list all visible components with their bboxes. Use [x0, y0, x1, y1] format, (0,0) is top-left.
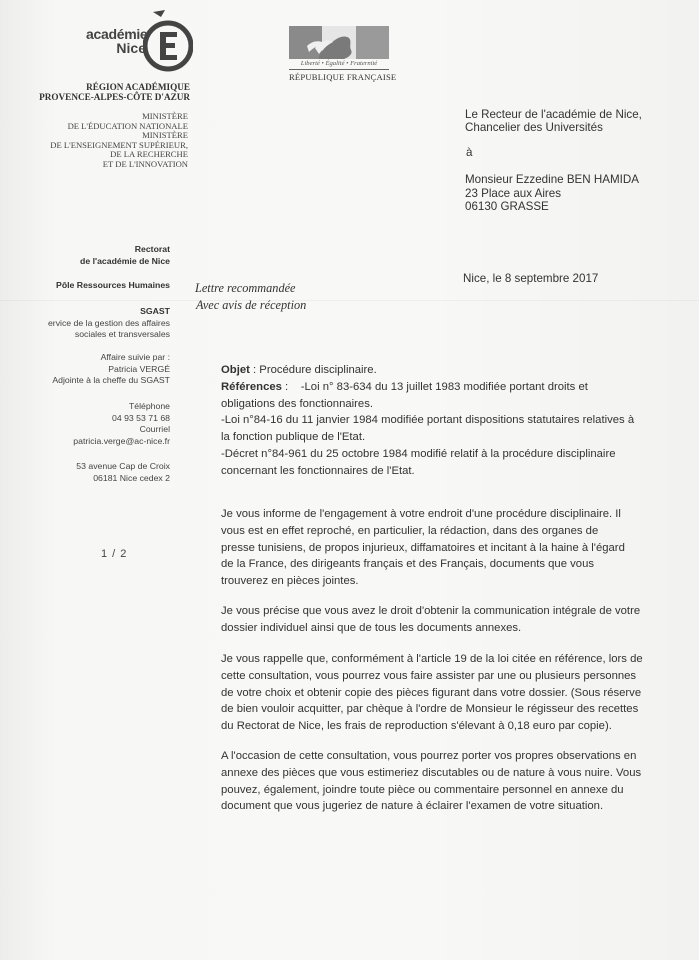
- sender-to: à: [466, 146, 473, 159]
- paragraph-line: pouvez, également, joindre toute pièce ou commentaire personnel en annexe du: [221, 783, 624, 796]
- region-line: PROVENCE-ALPES-CÔTE D'AZUR: [39, 92, 190, 102]
- telephone-value: 04 93 53 71 68: [112, 412, 170, 423]
- service-line: ervice de la gestion des affaires: [47, 317, 170, 328]
- paragraph-line: annexe des pièces que vous estimeriez discutables ou de nature à vous nuire. Vous: [221, 766, 642, 779]
- objet-text: : Procédure disciplinaire.: [249, 364, 377, 376]
- reference-line: obligations des fonctionnaires.: [221, 397, 373, 410]
- logo-city: Nice: [116, 40, 146, 56]
- paragraph-4: [221, 748, 641, 815]
- sgast-label: SGAST: [140, 306, 170, 316]
- paragraph-line: Je vous rappelle que, conformément à l'article 19 de la loi citée en référence, lors de: [221, 653, 643, 665]
- reference-line: concernant les fonctionnaires de l'Etat.: [221, 464, 415, 477]
- ministry-line: ET DE L'INNOVATION: [102, 158, 188, 169]
- email-value: patricia.verge@ac-nice.fr: [73, 435, 170, 446]
- divider: [289, 69, 389, 70]
- service-line: sociales et transversales: [74, 329, 170, 339]
- references-label: Références: [221, 380, 282, 393]
- reference-line: -Décret n°84-961 du 25 octobre 1984 modifié relatif à la procédure disciplinaire: [221, 447, 616, 460]
- phone-block: [18, 401, 170, 447]
- service-block: [18, 306, 170, 341]
- ministry-line: MINISTÈRE: [142, 111, 188, 121]
- address-line: 53 avenue Cap de Croix: [76, 461, 170, 471]
- recipient-city: 06130 GRASSE: [465, 200, 549, 213]
- lettre-line-1: Lettre recommandée: [195, 281, 296, 295]
- reference-line: -Loi n°84-16 du 11 janvier 1984 modifiée portant dispositions statutaires relatives à: [221, 414, 635, 427]
- ministry-line: DE L'ÉDUCATION NATIONALE: [67, 120, 188, 131]
- academie-label: de l'académie de Nice: [80, 255, 170, 266]
- logo-academie-word: académie: [86, 26, 148, 42]
- paragraph-line: du Rectorat de Nice, les frais de reproduction s'élevant à 0,18 euro par copie).: [221, 720, 612, 733]
- contact-block: [18, 352, 170, 387]
- pole-block: [18, 280, 170, 292]
- paragraph-line: de bien vouloir acquitter, par chèque à l'ordre de Monsieur le régisseur des recettes: [221, 703, 639, 716]
- rectorat-block: [18, 244, 170, 267]
- sender-line-1: Le Recteur de l'académie de Nice,: [465, 108, 642, 121]
- lettre-recommandee: [195, 280, 306, 314]
- paragraph-line: A l'occasion de cette consultation, vous pourrez porter vos propres observations en: [221, 750, 637, 762]
- ministry-block: [10, 112, 188, 170]
- reference-line: la fonction publique de l'Etat.: [221, 431, 366, 444]
- ministry-line: DE L'ENSEIGNEMENT SUPÉRIEUR,: [50, 139, 188, 150]
- lettre-line-2: Avec avis de réception: [196, 298, 307, 312]
- paragraph-line: Je vous précise que vous avez le droit d'obtenir la communication intégrale de votre: [221, 605, 641, 617]
- recipient-street: 23 Place aux Aires: [465, 187, 562, 200]
- date-line: Nice, le 8 septembre 2017: [463, 272, 599, 285]
- paragraph-line: vous est en effet reproché, en particulier, la rédaction, dans des organes de: [221, 524, 599, 537]
- page-number: 1 / 2: [101, 548, 128, 560]
- sender-line-2: Chancelier des Universités: [465, 121, 603, 134]
- paragraph-line: de la France, des dirigeants français et des Français, documents que vous: [221, 558, 594, 571]
- recipient-name: Monsieur Ezzedine BEN HAMIDA: [465, 173, 639, 186]
- pole-label: Pôle Ressources Humaines: [56, 280, 170, 290]
- affaire-label: Affaire suivie par :: [100, 352, 170, 362]
- paragraph-1: [221, 506, 625, 590]
- paragraph-line: cette consultation, vous pourrez vous faire assister par une ou plusieurs personnes: [221, 669, 637, 682]
- courriel-label: Courriel: [139, 424, 170, 434]
- objet-label: Objet: [221, 364, 250, 376]
- academie-nice-logo: [86, 8, 196, 78]
- devise: Liberté • Égalité • Fraternité: [300, 60, 378, 67]
- paragraph-3: [221, 651, 643, 735]
- marianne-icon: [289, 26, 389, 59]
- paragraph-line: document que vous jugeriez de nature à éclairer l'examen de votre situation.: [221, 800, 604, 813]
- telephone-label: Téléphone: [128, 401, 170, 411]
- objet-references: [221, 362, 634, 480]
- postal-block: [18, 461, 170, 484]
- agent-role: Adjointe à la cheffe du SGAST: [52, 375, 170, 385]
- region-line: RÉGION ACADÉMIQUE: [86, 82, 190, 92]
- agent-name: Patricia VERGÉ: [108, 363, 170, 374]
- rectorat-label: Rectorat: [134, 244, 170, 254]
- ministry-line: DE LA RECHERCHE: [110, 149, 188, 160]
- paragraph-line: presse tunisiens, de propos injurieux, diffamatoires et incitant à la haine à l'égard: [221, 541, 625, 554]
- paragraph-2: [221, 603, 640, 637]
- paragraph-line: dossier individuel ainsi que de tous les documents annexes.: [221, 621, 522, 634]
- references-first: : -Loi n° 83-634 du 13 juillet 1983 modifiée portant droits et: [281, 380, 588, 393]
- region-academique: [20, 82, 190, 102]
- paragraph-line: trouverez en pièces jointes.: [221, 575, 359, 588]
- marianne-logo: [289, 26, 397, 84]
- republique-francaise: RÉPUBLIQUE FRANÇAISE: [289, 72, 397, 82]
- academie-e-icon: [143, 8, 193, 74]
- paper-fold: [0, 300, 699, 301]
- paragraph-line: Je vous informe de l'engagement à votre endroit d'une procédure disciplinaire. Il: [221, 508, 621, 520]
- address-line: 06181 Nice cedex 2: [93, 472, 170, 483]
- paragraph-line: de votre choix et obtenir copie des pièces figurant dans votre dossier. (Sous réserve: [221, 686, 642, 699]
- ministry-line: MINISTÈRE: [142, 130, 188, 141]
